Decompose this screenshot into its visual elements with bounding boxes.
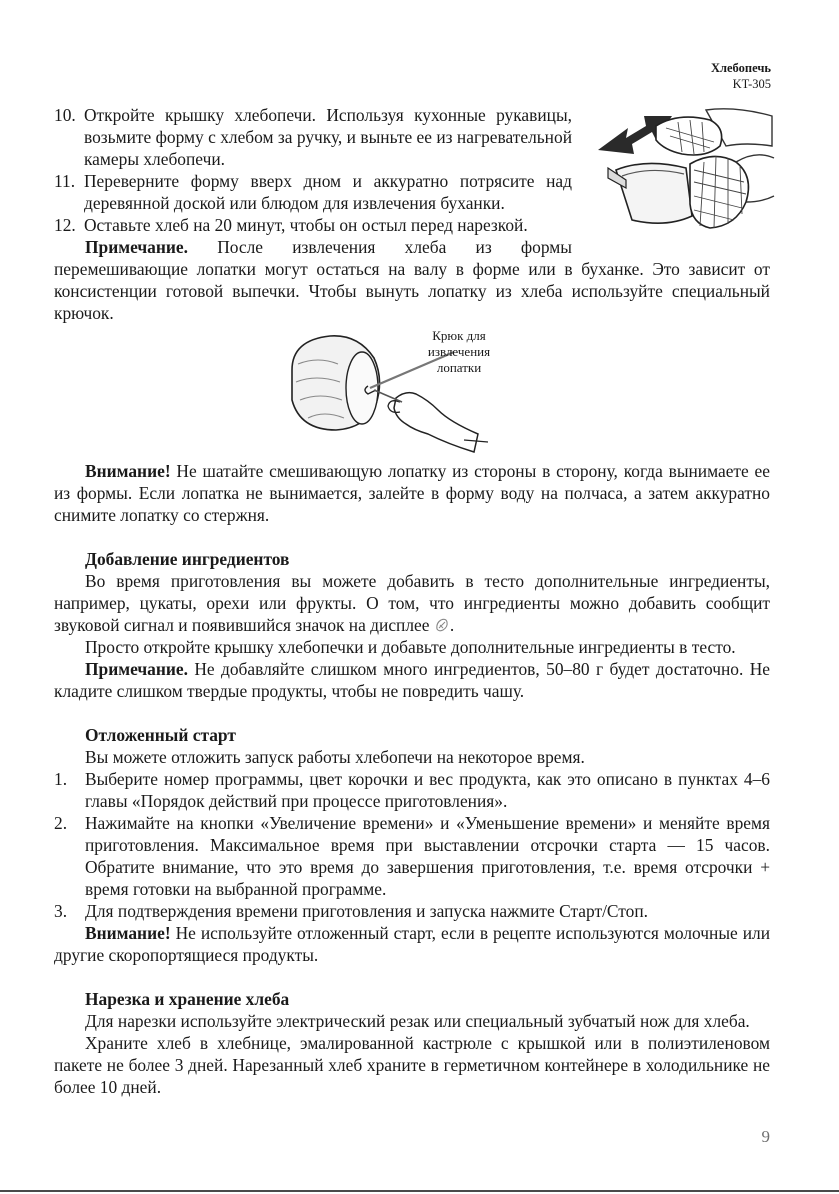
paragraph-end: . xyxy=(449,615,455,635)
list-text: Переверните форму вверх дном и аккуратно потрясите над деревянной доской или блюдом для извлечения буханки. xyxy=(84,171,572,213)
warning-text: Не шатайте смешивающую лопатку из стороны в сторону, когда вынимаете ее из формы. Если лопатка не вынимается, залейте в форму воду на полчаса, а затем аккуратно снимите лопатку со стержня. xyxy=(54,461,770,525)
paragraph: Для нарезки используйте электрический резак или специальный зубчатый нож для хлеба. xyxy=(85,1011,750,1031)
page-number: 9 xyxy=(761,1127,770,1146)
paragraph: Храните хлеб в хлебнице, эмалированной кастрюле с крышкой или в полиэтиленовом пакете не более 3 дней. Нарезанный хлеб храните в герметичном контейнере в холодильнике не более 10 дней. xyxy=(54,1033,770,1097)
warning-delayed-start xyxy=(54,922,770,966)
list-item xyxy=(54,104,572,170)
note-text: Не добавляйте слишком много ингредиентов, 50–80 г будет достаточно. Не кладите слишком твердые продукты, чтобы не повредить чашу. xyxy=(54,659,770,701)
figure-hook xyxy=(54,330,770,456)
warning-label: Внимание! xyxy=(85,461,171,481)
paragraph: Вы можете отложить запуск работы хлебопечи на некоторое время. xyxy=(85,747,585,767)
list-number: 3. xyxy=(54,901,68,921)
header-title: Хлебопечь xyxy=(710,61,771,75)
list-text: Нажимайте на кнопки «Увеличение времени» и «Уменьшение времени» и меняйте время приготовления. Максимальное время при выставлении отсрочки старта — 15 часов. Обратите внимание, что это время до завершения приготовления, т.е. время отсрочки + время готовки на выбранной программе. xyxy=(85,813,770,899)
note-label: Примечание. xyxy=(85,659,188,679)
note-paddle xyxy=(54,236,770,324)
header-model: KT-305 xyxy=(732,77,771,91)
figure-caption: Крюк для извлечения лопатки xyxy=(427,328,491,375)
steps-list-delayed-start xyxy=(54,768,770,922)
section-title-storage: Нарезка и хранение хлеба xyxy=(85,989,290,1009)
list-item xyxy=(54,900,770,922)
list-number: 12. xyxy=(54,215,76,235)
note-label: Примечание. xyxy=(85,237,188,257)
section-title-ingredients: Добавление ингредиентов xyxy=(85,549,290,569)
note-text: После извлечения хлеба из формы перемешивающие лопатки могут остаться на валу в форме или в буханке. Это зависит от консистенции готовой выпечки. Чтобы вынуть лопатку из хлеба используйте специальный крючок. xyxy=(54,237,770,323)
list-number: 11. xyxy=(54,171,76,191)
paragraph-text: Во время приготовления вы можете добавить в тесто дополнительные ингредиенты, например, цукаты, орехи или фрукты. О том, что ингредиенты можно добавить сообщит звуковой сигнал и появившийся значок на дисплее xyxy=(54,571,770,635)
list-item xyxy=(54,768,770,812)
running-header xyxy=(711,60,771,92)
ingredients-display-icon xyxy=(434,617,450,633)
list-item xyxy=(54,214,572,236)
list-item xyxy=(54,170,572,214)
list-number: 1. xyxy=(54,769,68,789)
list-text: Выберите номер программы, цвет корочки и вес продукта, как это описано в пунктах 4–6 главы «Порядок действий при процессе приготовления». xyxy=(85,769,770,811)
warning-label: Внимание! xyxy=(85,923,171,943)
warning-text: Не используйте отложенный старт, если в рецепте используются молочные или другие скоропортящиеся продукты. xyxy=(54,923,770,965)
list-text: Для подтверждения времени приготовления и запуска нажмите Старт/Стоп. xyxy=(85,901,648,921)
note-ingredients xyxy=(54,658,770,702)
list-text: Оставьте хлеб на 20 минут, чтобы он остыл перед нарезкой. xyxy=(84,215,528,235)
page-content xyxy=(54,104,770,1098)
paragraph: Просто откройте крышку хлебопечки и добавьте дополнительные ингредиенты в тесто. xyxy=(85,637,736,657)
list-number: 10. xyxy=(54,105,76,125)
list-number: 2. xyxy=(54,813,68,833)
list-item xyxy=(54,812,770,900)
oven-mitt-removing-pan-illustration xyxy=(586,106,776,240)
bottom-divider xyxy=(0,1190,839,1192)
paragraph xyxy=(54,570,770,636)
list-text: Откройте крышку хлебопечи. Используя кухонные рукавицы, возьмите форму с хлебом за ручку, и выньте ее из нагревательной камеры хлебопечи. xyxy=(84,105,572,169)
section-title-delayed-start: Отложенный старт xyxy=(85,725,236,745)
warning-paddle xyxy=(54,460,770,526)
